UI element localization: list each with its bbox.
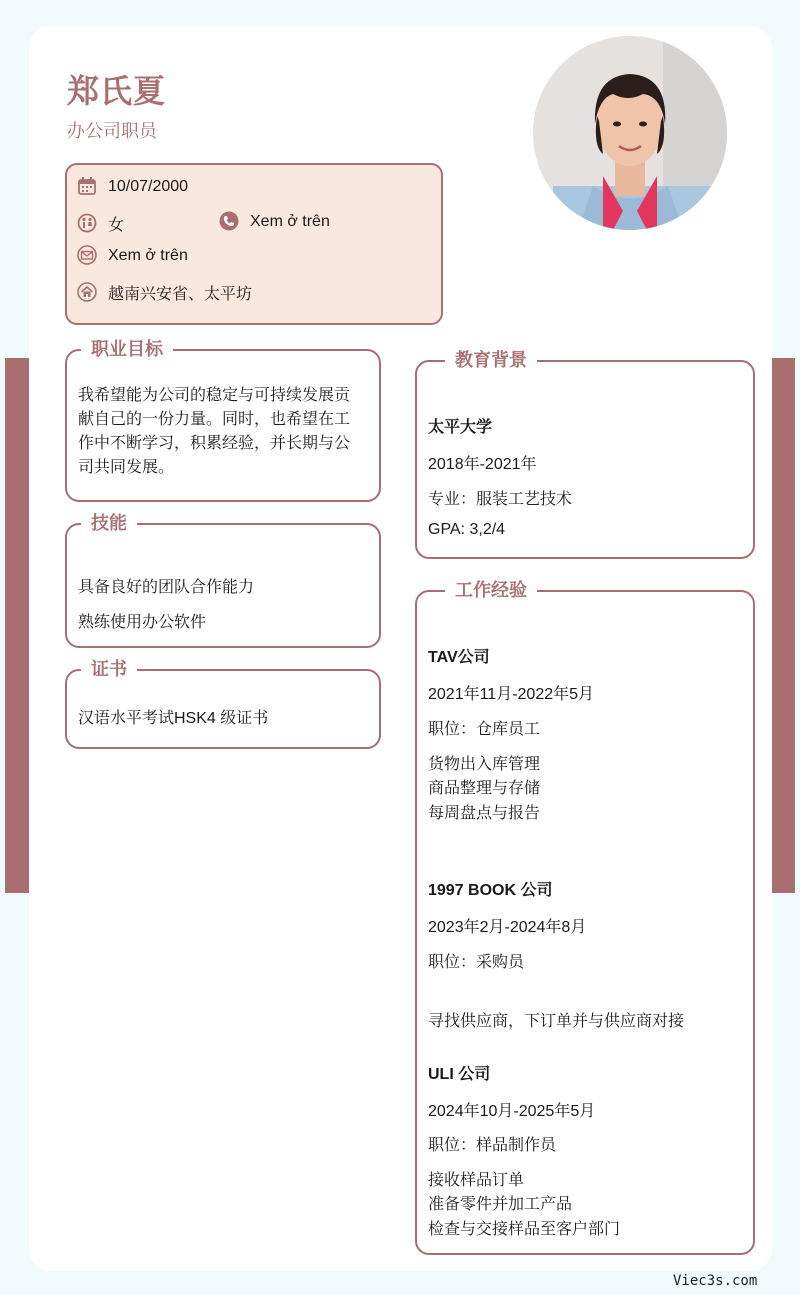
job-duty: 接收样品订单 [428,1172,525,1189]
skill-item: 具备良好的团队合作能力 [78,579,255,596]
job-position: 职位：采购员 [428,954,525,971]
job-position: 职位：仓库员工 [428,721,541,738]
phone-value: Xem ở trên [250,213,330,230]
email-icon [77,245,97,265]
email-value: Xem ở trên [108,247,188,264]
job-period: 2021年11月-2022年5月 [428,686,595,703]
portrait-illustration [533,36,727,230]
phone-row [219,212,330,232]
education-section [415,350,755,559]
certificates-section [65,659,381,749]
school-name: 太平大学 [428,419,493,436]
address-value: 越南兴安省、太平坊 [108,286,253,303]
email-row [77,246,188,266]
candidate-name: 郑氏夏 [67,73,167,109]
company-name: 1997 BOOK 公司 [428,882,553,899]
right-accent-bar [772,358,795,893]
company-name: ULI 公司 [428,1066,491,1083]
calendar-icon [77,176,97,196]
job-period: 2023年2月-2024年8月 [428,919,587,936]
education-title: 教育背景 [445,348,537,372]
job-duty: 每周盘点与报告 [428,805,541,822]
profile-photo [533,36,727,230]
job-duty: 商品整理与存储 [428,780,541,797]
gender-icon [77,213,97,233]
education-period: 2018年-2021年 [428,456,537,473]
gender-row [77,212,124,235]
job-duty: 货物出入库管理 [428,756,541,773]
skill-item: 熟练使用办公软件 [78,614,207,631]
objective-line: 作中不断学习，积累经验，并长期与公 [78,435,351,452]
objective-line: 我希望能为公司的稳定与可持续发展贡 [78,387,351,404]
left-accent-bar [5,358,29,893]
skills-section [65,513,381,648]
company-name: TAV公司 [428,649,490,666]
skills-title: 技能 [81,511,137,535]
education-major: 专业：服装工艺技术 [428,491,573,508]
home-icon [77,282,97,302]
job-position: 职位：样品制作员 [428,1137,557,1154]
objective-line: 献自己的一份力量。同时，也希望在工 [78,411,351,428]
birthday-row [77,177,188,197]
gender-value: 女 [108,217,125,234]
objective-text [78,384,369,480]
watermark-text[interactable]: Viec3s.com [673,1273,758,1289]
birthday-value: 10/07/2000 [108,178,189,195]
objective-line: 司共同发展。 [78,459,175,476]
job-period: 2024年10月-2025年5月 [428,1103,596,1120]
job-duty: 寻找供应商，下订单并与供应商对接 [428,1013,685,1030]
education-gpa: GPA: 3,2/4 [428,521,506,538]
address-row [77,281,252,304]
experience-title: 工作经验 [445,578,537,602]
experience-section [415,580,755,1255]
job-duty: 检查与交接样品至客户部门 [428,1221,621,1238]
phone-icon [219,211,239,231]
objective-title: 职业目标 [81,337,173,361]
objective-section [65,339,381,502]
job-duty: 准备零件并加工产品 [428,1196,573,1213]
certificate-item: 汉语水平考试HSK4 级证书 [78,710,269,727]
job-title: 办公司职员 [67,121,157,141]
certificates-title: 证书 [81,657,137,681]
